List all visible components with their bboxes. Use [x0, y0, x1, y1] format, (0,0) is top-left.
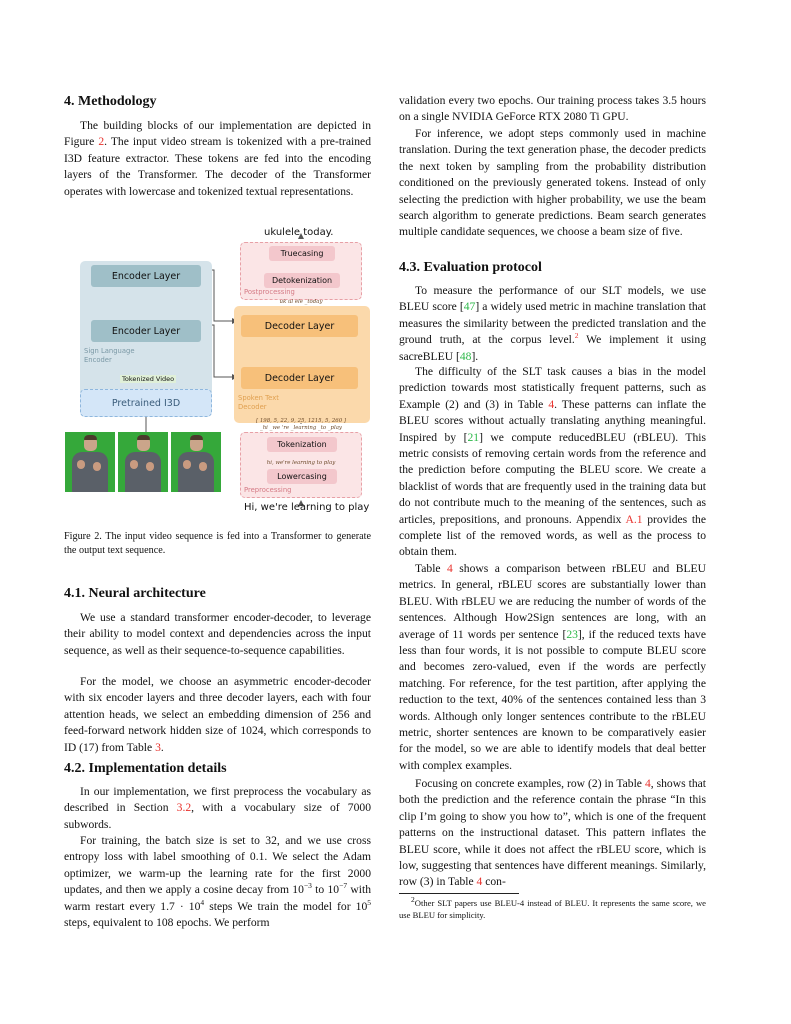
text: shows a comparison between rBLEU and BLEU metrics. In general, rBLEU scores are substantially lower than BLEU. With rBLEU we are reducing the number of words of the sentences. Although How2Sign sentences are long, with an average of 11 words per sentence [ [399, 562, 707, 641]
text: , with a vocabulary size of 7000 subwords. [64, 801, 371, 831]
exponent: 4 [200, 897, 205, 907]
table-ref-link[interactable]: 4 [548, 397, 555, 411]
text: Table [415, 562, 448, 575]
video-frame-2 [118, 432, 168, 492]
text: ] we compute reducedBLEU (rBLEU). This metric consists of removing certain words from the reference and the prediction before computing the BLEU score. We create a blacklist of words that are frequently used in the training data but do not contribute much to the meaning of the sentences, such as articles, prepositions, and pronouns. Appendix [399, 430, 707, 526]
paragraph-eval-2 [399, 364, 706, 561]
citation-link[interactable]: 23 [566, 627, 578, 641]
section-heading-implementation: 4.2. Implementation details [64, 761, 227, 776]
paragraph-neural-1: We use a standard transformer encoder-decoder, to leverage their ability to model context and dependencies across the input sequence, as well as their sequence-to-sequence capabilities. [64, 611, 371, 657]
text: For the model, we choose an asymmetric encoder-decoder with six encoder layers and three decoder layers, each with four attention heads, we select an embedding dimension of 256 and feed-forward network hidden size of 1024, which corresponds to ID (17) from Table [64, 675, 371, 754]
section-heading-neural: 4.1. Neural architecture [64, 586, 206, 601]
postprocessing-label: Postprocessing [244, 288, 295, 296]
text: steps, equivalent to 108 epochs. We perform [64, 916, 270, 930]
tokenization-box: Tokenization [267, 437, 337, 452]
paragraph-neural-2 [64, 674, 371, 756]
decoder-layer-bottom: Decoder Layer [241, 367, 358, 389]
detokenization-box: Detokenization [264, 273, 340, 288]
citation-link[interactable]: 48 [459, 349, 472, 363]
pretrained-i3d-label: Pretrained I3D [111, 397, 181, 409]
sign-encoder-label: Sign Language Encoder [84, 347, 135, 364]
citation-link[interactable]: 21 [467, 430, 480, 444]
paragraph-methodology [64, 118, 371, 200]
footnote-text: Other SLT papers use BLEU-4 instead of BLEU. It represents the same score, we use BLEU for simplicity. [399, 898, 706, 920]
table-ref-link[interactable]: 4 [476, 875, 483, 889]
paragraph-eval-3 [399, 561, 706, 774]
input-text: Hi, we're learning to play [244, 502, 370, 513]
footnote-rule [399, 893, 519, 894]
text: For training, the batch size is set to 32, and we use cross entropy loss with label smoothing of 0.1. We select the Adam optimizer, we warm-up the learning rate for the first 2000 updates, and then we apply a cosine decay from 10 [64, 834, 371, 897]
text: In our implementation, we first preprocess the vocabulary as described in Section [64, 785, 371, 815]
lowercasing-box: Lowercasing [267, 469, 337, 484]
section-heading-evaluation: 4.3. Evaluation protocol [399, 260, 542, 275]
text: We implement it using sacreBLEU [ [399, 333, 706, 363]
paragraph-impl-2 [64, 833, 371, 931]
text: . The input video stream is tokenized with a pre-trained I3D feature extractor. These tokens are fed into the encoding layers of the Transformer. The decoder of the Transformer operates with lowercase and tokenized textual representations. [64, 135, 371, 198]
tokenized-video-label: Tokenized Video [122, 375, 175, 383]
encoder-layer-top: Encoder Layer [91, 265, 201, 287]
text: To measure the performance of our SLT models, we use BLEU score [ [399, 284, 706, 314]
table-ref-link[interactable]: 4 [447, 562, 453, 575]
truecasing-box: Truecasing [269, 246, 335, 261]
text: , shows that both the prediction and the reference contain the phrase “In this clip I’m going to show you how to”, which is one of the frequent patterns on the instructional dataset. This pattern inflates the BLEU score, while it does not affect the rBLEU score, which is low, suggesting that sentences have different meanings. Similarly, row (3) in Table [399, 777, 706, 889]
section-ref-link[interactable]: 3.2 [176, 801, 192, 815]
text: . These patterns can inflate the BLEU scores without actually translating anything meaningful. Inspired by [ [399, 397, 706, 444]
exponent: −7 [339, 881, 348, 891]
exponent: 5 [367, 897, 371, 907]
post-tokens: uk ul ele _today [279, 299, 323, 305]
text: Focusing on concrete examples, row (2) in Table [415, 777, 645, 790]
lowercase-text: hi, we're learning to play [266, 460, 336, 466]
text: steps We train the model for 10 [204, 899, 368, 913]
figure-caption: Figure 2. The input video sequence is fed into a Transformer to generate the output text sequence. [64, 531, 371, 556]
decoder-layer-top: Decoder Layer [241, 315, 358, 337]
paragraph-impl-1 [64, 784, 371, 833]
pre-tokens: _hi _we 're _learning _to _play [260, 425, 342, 431]
text: . [160, 740, 164, 754]
preprocessing-label: Preprocessing [244, 486, 292, 494]
paragraph-inference: For inference, we adopt steps commonly used in machine translation. During the text generation phase, the decoder predicts the next token by sampling from the probability distribution conditioned on the previously generated tokens. Instead of only selecting the prediction with higher probability, we use the beam search algorithm to generate predictions. Beam search generates multiple candidate sequences, we choose a beam size of five. [399, 127, 706, 239]
footnote-marker[interactable]: 2 [574, 331, 579, 341]
paragraph-eval-4 [399, 776, 706, 891]
pre-ids: [ 198, 5, 22, 9, 25, 1215, 5, 260 ] [256, 418, 346, 424]
appendix-ref-link[interactable]: A.1 [625, 512, 643, 526]
video-frame-3 [171, 432, 221, 492]
text: The building blocks of our implementation are depicted in Figure [64, 119, 371, 149]
table-ref-link[interactable]: 4 [644, 777, 651, 790]
paragraph-training-cont: validation every two epochs. Our training process takes 3.5 hours on a single NVIDIA GeForce RTX 2080 Ti GPU. [399, 94, 706, 124]
text: con- [482, 875, 506, 889]
text: to 10 [311, 883, 340, 897]
exponent: −3 [303, 881, 312, 891]
citation-link[interactable]: 47 [463, 300, 476, 314]
text: with warm restart every 1.7 · 10 [64, 883, 371, 913]
table-ref-link[interactable]: 3 [155, 740, 161, 754]
text: provides the complete list of the removed words, as well as the process to obtain them. [399, 512, 706, 559]
paragraph-eval-1 [399, 283, 706, 365]
section-heading-methodology: 4. Methodology [64, 94, 157, 109]
spoken-decoder-label: Spoken Text Decoder [238, 394, 279, 411]
text: ], if the reduced texts have less than four words, it is not possible to compute BLEU score and becomes zero-valued, even if the words are perfectly matching. For reference, for the test partition, after applying the reduction to the text, 40% of the sentences contained less than 3 words. Although only longer sentences contribute to the rBLEU metric, shorter sentences are known to be comparatively easier for the model, so we are able to identify models that deal better with complex examples. [399, 627, 706, 772]
text: ] a widely used metric in machine translation that measures the similarity between the predicted translation and the ground truth, at the corpus level. [399, 300, 706, 347]
footnote [399, 897, 706, 921]
text: ]. [471, 349, 479, 363]
text: The difficulty of the SLT task causes a bias in the model prediction towards most statistically frequent patterns, such as Example (2) and (3) in Table [399, 365, 706, 411]
encoder-layer-bottom: Encoder Layer [91, 320, 201, 342]
footnote-number: 2 [411, 895, 415, 905]
output-text: ukulele today. [264, 227, 334, 238]
figure-ref-link[interactable]: 2 [98, 135, 105, 149]
video-frame-1 [65, 432, 115, 492]
figure-2 [64, 224, 371, 520]
